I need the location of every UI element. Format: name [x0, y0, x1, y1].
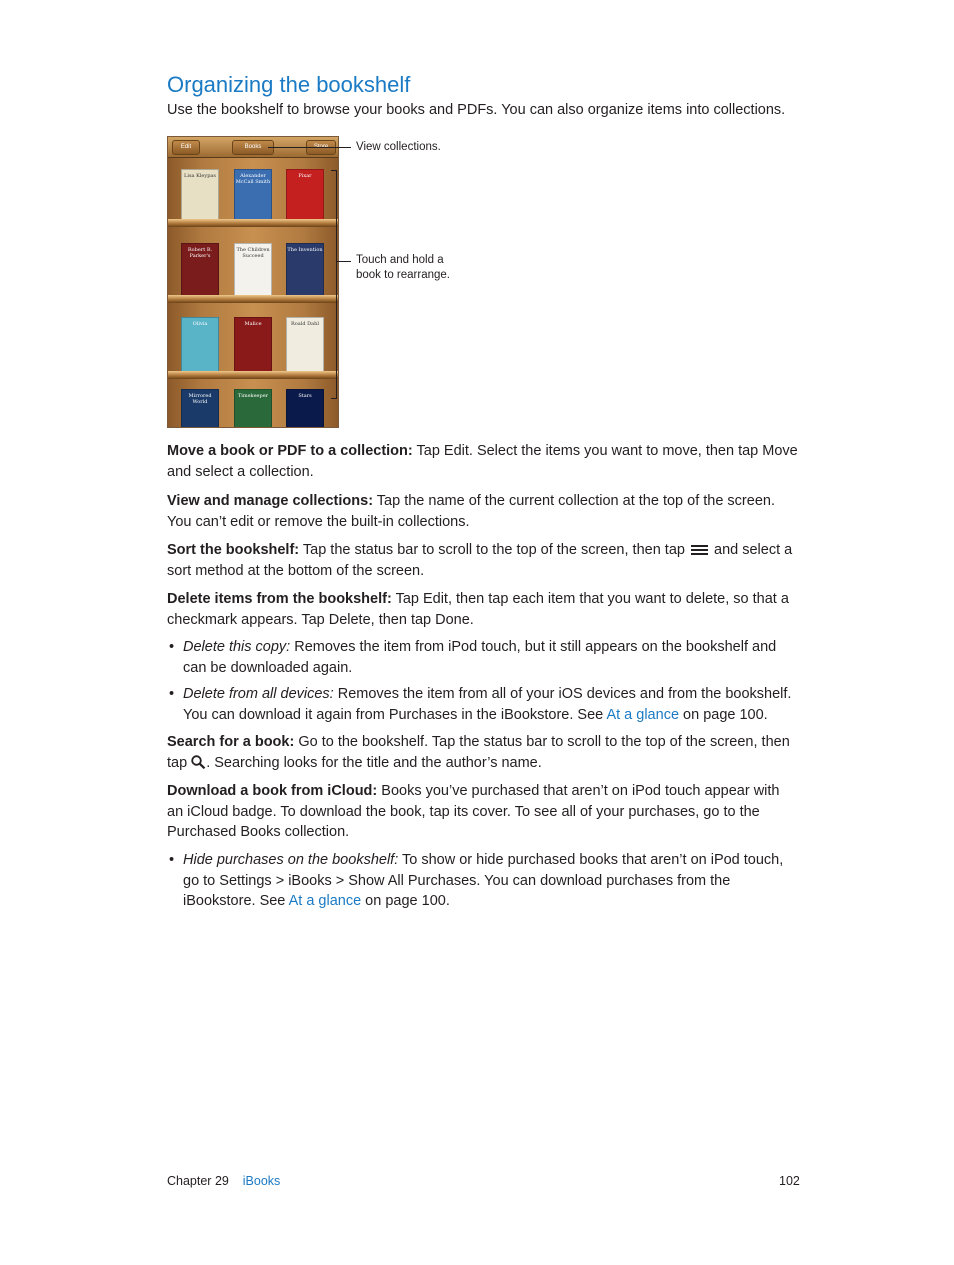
- section-view: [167, 491, 799, 532]
- bullet-term: Delete from all devices:: [183, 686, 334, 702]
- section-delete-heading: Delete items from the bookshelf:: [167, 591, 392, 607]
- section-search-text: Go to the bookshelf. Tap the status bar to scroll to the top of the screen, then: [294, 734, 790, 750]
- section-sort-text: Tap the status bar to scroll to the top of the screen, then tap: [299, 542, 689, 558]
- bullet-marker: •: [169, 639, 175, 655]
- book-cover[interactable]: [286, 389, 324, 428]
- bullet-text: on page 100.: [679, 706, 768, 723]
- bullet-text: You can download it again from Purchases in the iBookstore. See: [183, 706, 607, 723]
- book-title: The Children Succeed: [236, 247, 270, 259]
- book-cover[interactable]: [181, 317, 219, 375]
- page-title: Organizing the bookshelf: [167, 72, 411, 97]
- section-sort-text: sort method at the bottom of the screen.: [167, 562, 425, 579]
- book-cover[interactable]: [234, 389, 272, 428]
- section-move-text: and select a collection.: [167, 463, 314, 480]
- footer-page-number: 102: [779, 1174, 800, 1188]
- bullet-text: To show or hide purchased books that aren’t on iPod touch,: [398, 852, 784, 868]
- footer-chapter: [167, 1174, 280, 1188]
- callout-bracket-bottom: [331, 398, 337, 399]
- bullet-delete-all: [169, 684, 799, 725]
- callout-line-collections: [268, 147, 351, 148]
- list-menu-icon: [691, 544, 708, 555]
- section-download-heading: Download a book from iCloud:: [167, 783, 378, 799]
- bullet-delete-copy: [169, 637, 799, 678]
- bullet-text: Removes the item from all of your iOS devices and from the bookshelf.: [333, 686, 792, 702]
- section-delete-text: Tap Edit, then tap each item that you want to delete, so that a: [391, 591, 789, 607]
- section-download-text: Books you’ve purchased that aren’t on iPod touch appear with: [377, 783, 780, 799]
- at-a-glance-link[interactable]: At a glance: [606, 706, 680, 723]
- book-cover[interactable]: [234, 243, 272, 301]
- footer-chapter-number: Chapter 29: [167, 1174, 229, 1188]
- callout-rearrange-line2: book to rearrange.: [356, 269, 450, 281]
- section-delete: [167, 589, 799, 630]
- section-move-heading: Move a book or PDF to a collection:: [167, 443, 413, 459]
- section-sort-heading: Sort the bookshelf:: [167, 542, 300, 558]
- bookshelf-screenshot: [167, 136, 339, 428]
- bullet-marker: •: [169, 686, 175, 702]
- section-download-text: Purchased Books collection.: [167, 824, 350, 840]
- bullet-text: Removes the item from iPod touch, but it still appears on the bookshelf and: [290, 639, 777, 655]
- book-title: Alexander McCall Smith: [235, 173, 271, 185]
- section-search: [167, 732, 799, 773]
- book-cover[interactable]: [181, 389, 219, 428]
- bullet-hide-purchases: [169, 850, 799, 912]
- shelf: [168, 219, 338, 227]
- search-icon: [191, 755, 206, 769]
- book-title: Robert B. Parker's: [187, 247, 213, 259]
- book-title: Pixar: [298, 173, 312, 179]
- section-move: [167, 441, 799, 482]
- book-title: Roald Dahl: [291, 321, 319, 327]
- section-search-text: tap: [167, 754, 192, 771]
- books-collection-button[interactable]: Books: [232, 140, 274, 155]
- section-view-text: You can’t edit or remove the built-in collections.: [167, 513, 470, 530]
- intro-paragraph: Use the bookshelf to browse your books and PDFs. You can also organize items into collections.: [167, 102, 786, 118]
- shelf: [168, 295, 338, 303]
- callout-line-rearrange: [337, 261, 351, 262]
- section-download: [167, 781, 799, 843]
- bullet-text: iBookstore. See: [183, 893, 289, 909]
- callout-bracket-top: [331, 170, 337, 171]
- edit-button[interactable]: Edit: [172, 140, 200, 155]
- bullet-text: on page 100.: [361, 893, 450, 909]
- book-title: Olivia: [192, 321, 208, 327]
- bullet-text: can be downloaded again.: [183, 659, 353, 676]
- book-title: Mirrored World: [188, 393, 212, 405]
- shelf: [168, 371, 338, 379]
- section-view-text: Tap the name of the current collection at the top of the screen.: [373, 493, 775, 509]
- book-cover[interactable]: [286, 243, 324, 301]
- section-sort: [167, 540, 799, 581]
- book-title: The Invention: [287, 247, 323, 253]
- book-cover[interactable]: [234, 317, 272, 375]
- bullet-term: Hide purchases on the bookshelf:: [183, 852, 399, 868]
- section-view-heading: View and manage collections:: [167, 493, 374, 509]
- at-a-glance-link[interactable]: At a glance: [288, 893, 362, 909]
- book-cover[interactable]: [181, 243, 219, 301]
- book-title: Lisa Kleypas: [184, 173, 216, 179]
- section-move-text: Tap Edit. Select the items you want to move, then tap Move: [412, 443, 798, 459]
- section-search-text: . Searching looks for the title and the author’s name.: [206, 754, 542, 771]
- callout-view-collections: View collections.: [356, 141, 441, 153]
- bullet-marker: •: [169, 852, 175, 868]
- callout-rearrange-line1: Touch and hold a: [356, 254, 444, 266]
- book-title: Malice: [244, 321, 262, 327]
- footer-section-link[interactable]: iBooks: [242, 1174, 281, 1188]
- section-delete-text: checkmark appears. Tap Delete, then tap Done.: [167, 611, 474, 628]
- book-title: Stars: [298, 393, 312, 399]
- bullet-text: go to Settings > iBooks > Show All Purchases. You can download purchases from the: [183, 872, 731, 889]
- callout-bracket: [336, 170, 337, 398]
- book-cover[interactable]: [286, 317, 324, 375]
- callout-rearrange: [356, 253, 450, 283]
- section-download-text: an iCloud badge. To download the book, tap its cover. To see all of your purchases, go to the: [167, 803, 760, 820]
- bullet-term: Delete this copy:: [183, 639, 291, 655]
- book-title: Timekeeper: [237, 393, 269, 399]
- section-sort-text: and select a: [709, 542, 793, 558]
- section-search-heading: Search for a book:: [167, 734, 295, 750]
